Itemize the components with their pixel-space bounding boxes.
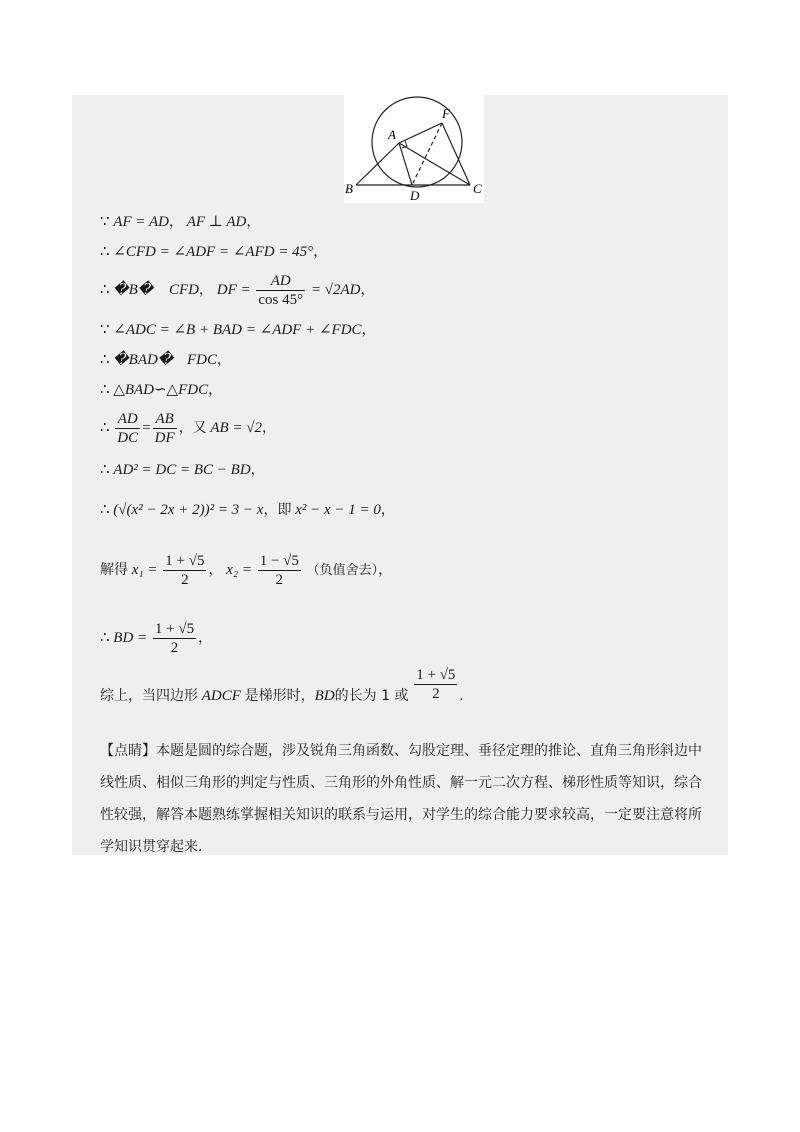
comment-paragraph	[100, 735, 710, 863]
equation: ∠ADC = ∠B + BAD = ∠ADF + ∠FDC	[113, 322, 362, 338]
geometry-figure	[344, 95, 484, 203]
label-a: A	[388, 127, 396, 142]
label-d: D	[410, 188, 420, 203]
therefore-symbol: ∴	[100, 462, 110, 478]
angle-name: CFD	[168, 281, 199, 298]
garbled-text: �BAD�	[113, 352, 174, 368]
separator: ，	[198, 281, 213, 298]
equation: AD² = DC = BC − BD	[113, 462, 251, 478]
fraction-numerator: 1 − √5	[259, 553, 299, 569]
equation: AF = AD	[113, 214, 169, 230]
x2-label: x₂ =	[226, 561, 252, 578]
punctuation: ，	[198, 629, 213, 646]
punctuation: ，	[246, 214, 261, 230]
fraction	[115, 410, 140, 447]
solution-prefix: 解得	[100, 561, 128, 578]
comment-text: 本题是圆的综合题，涉及锐角三角函数、勾股定理、垂径定理的推论、直角三角形斜边中线性质、相似三角形的判定与性质、三角形的外角性质、解一元二次方程、梯形性质等知识，综合性较强，解答本题熟练掌握相关知识的联系与运用，对学生的综合能力要求较高，一定要注意将所学知识贯穿起来.	[100, 743, 702, 855]
equation: (√(x² − 2x + 2))² = 3 − x	[113, 502, 264, 518]
separator: ，	[168, 214, 183, 230]
proof-line-8	[100, 460, 265, 480]
proof-line-6	[100, 380, 222, 400]
separator: ，又	[178, 419, 207, 436]
punctuation: .	[459, 688, 464, 704]
fraction-denominator: 2	[170, 640, 179, 656]
comment-tag: 【点睛】	[100, 743, 156, 759]
fraction-denominator: 2	[432, 686, 440, 702]
garbled-text: �B�	[113, 281, 154, 298]
punctuation: ，	[378, 561, 393, 578]
fraction-denominator: 2	[275, 572, 284, 588]
fraction-denominator: cos 45°	[258, 292, 304, 308]
fraction	[258, 552, 301, 589]
equals: =	[142, 419, 151, 436]
separator: ，	[208, 561, 223, 578]
proof-line-5	[100, 350, 231, 370]
fraction-denominator: DC	[117, 430, 139, 446]
proof-line-7	[100, 410, 276, 447]
proof-line-3	[100, 272, 374, 309]
fraction-denominator: 2	[181, 572, 189, 588]
negative-value-note: （负值舍去）	[306, 562, 379, 578]
punctuation: ，	[380, 502, 395, 518]
circle-diagram	[344, 95, 484, 203]
fraction	[414, 666, 457, 703]
equation-lhs: DF =	[216, 281, 251, 298]
x1-label: x₁ =	[131, 561, 158, 578]
punctuation: ，	[216, 352, 231, 368]
punctuation: ，	[262, 419, 277, 436]
bd-label: BD =	[113, 629, 148, 646]
fraction-denominator: DF	[154, 430, 175, 446]
conclusion-text: 综上，当四边形	[100, 688, 198, 704]
segment-ab	[356, 143, 399, 185]
therefore-symbol: ∴	[100, 419, 110, 436]
proof-line-11	[100, 620, 212, 657]
punctuation: ，	[313, 244, 328, 260]
proof-line-12	[100, 666, 463, 706]
therefore-symbol: ∴	[100, 502, 110, 518]
segment-name: BD	[314, 688, 335, 704]
equation: AB = √2	[210, 419, 263, 436]
similarity-statement: △BAD∽△FDC	[113, 382, 209, 398]
conclusion-text: 是梯形时，	[244, 688, 315, 704]
equation: AF ⊥ AD	[186, 214, 247, 230]
fraction-numerator: AD	[115, 410, 140, 429]
equation-rhs: = √2AD	[310, 281, 361, 298]
because-symbol: ∵	[100, 214, 110, 230]
therefore-symbol: ∴	[100, 352, 110, 368]
segment-af	[399, 123, 442, 143]
fraction	[153, 410, 177, 447]
fraction	[256, 272, 305, 309]
fraction	[153, 620, 196, 657]
because-symbol: ∵	[100, 322, 110, 338]
fraction-numerator: 1 + √5	[416, 667, 456, 683]
fraction-numerator: AD	[256, 272, 305, 291]
equation: x² − x − 1 = 0	[295, 502, 381, 518]
proof-line-2	[100, 242, 327, 262]
equation: ∠CFD = ∠ADF = ∠AFD = 45°	[113, 244, 314, 260]
proof-line-10	[100, 552, 392, 589]
proof-line-9	[100, 500, 395, 520]
therefore-symbol: ∴	[100, 281, 110, 298]
label-f: F	[442, 106, 450, 121]
fraction-numerator: 1 + √5	[165, 553, 205, 569]
fraction	[163, 552, 206, 589]
therefore-symbol: ∴	[100, 629, 110, 646]
conclusion-text: 的长为 1 或	[334, 688, 409, 704]
therefore-symbol: ∴	[100, 382, 110, 398]
proof-line-4	[100, 320, 376, 340]
punctuation: ，	[208, 382, 223, 398]
therefore-symbol: ∴	[100, 244, 110, 260]
label-c: C	[473, 181, 482, 196]
separator: ，即	[263, 502, 292, 518]
quadrilateral-name: ADCF	[201, 688, 241, 704]
fraction-numerator: AB	[153, 410, 177, 429]
label-b: B	[345, 181, 353, 196]
punctuation: ，	[361, 322, 376, 338]
proof-line-1	[100, 212, 260, 232]
angle-name: FDC	[186, 352, 217, 368]
punctuation: ，	[360, 281, 375, 298]
fraction-numerator: 1 + √5	[154, 621, 195, 637]
punctuation: ，	[250, 462, 265, 478]
